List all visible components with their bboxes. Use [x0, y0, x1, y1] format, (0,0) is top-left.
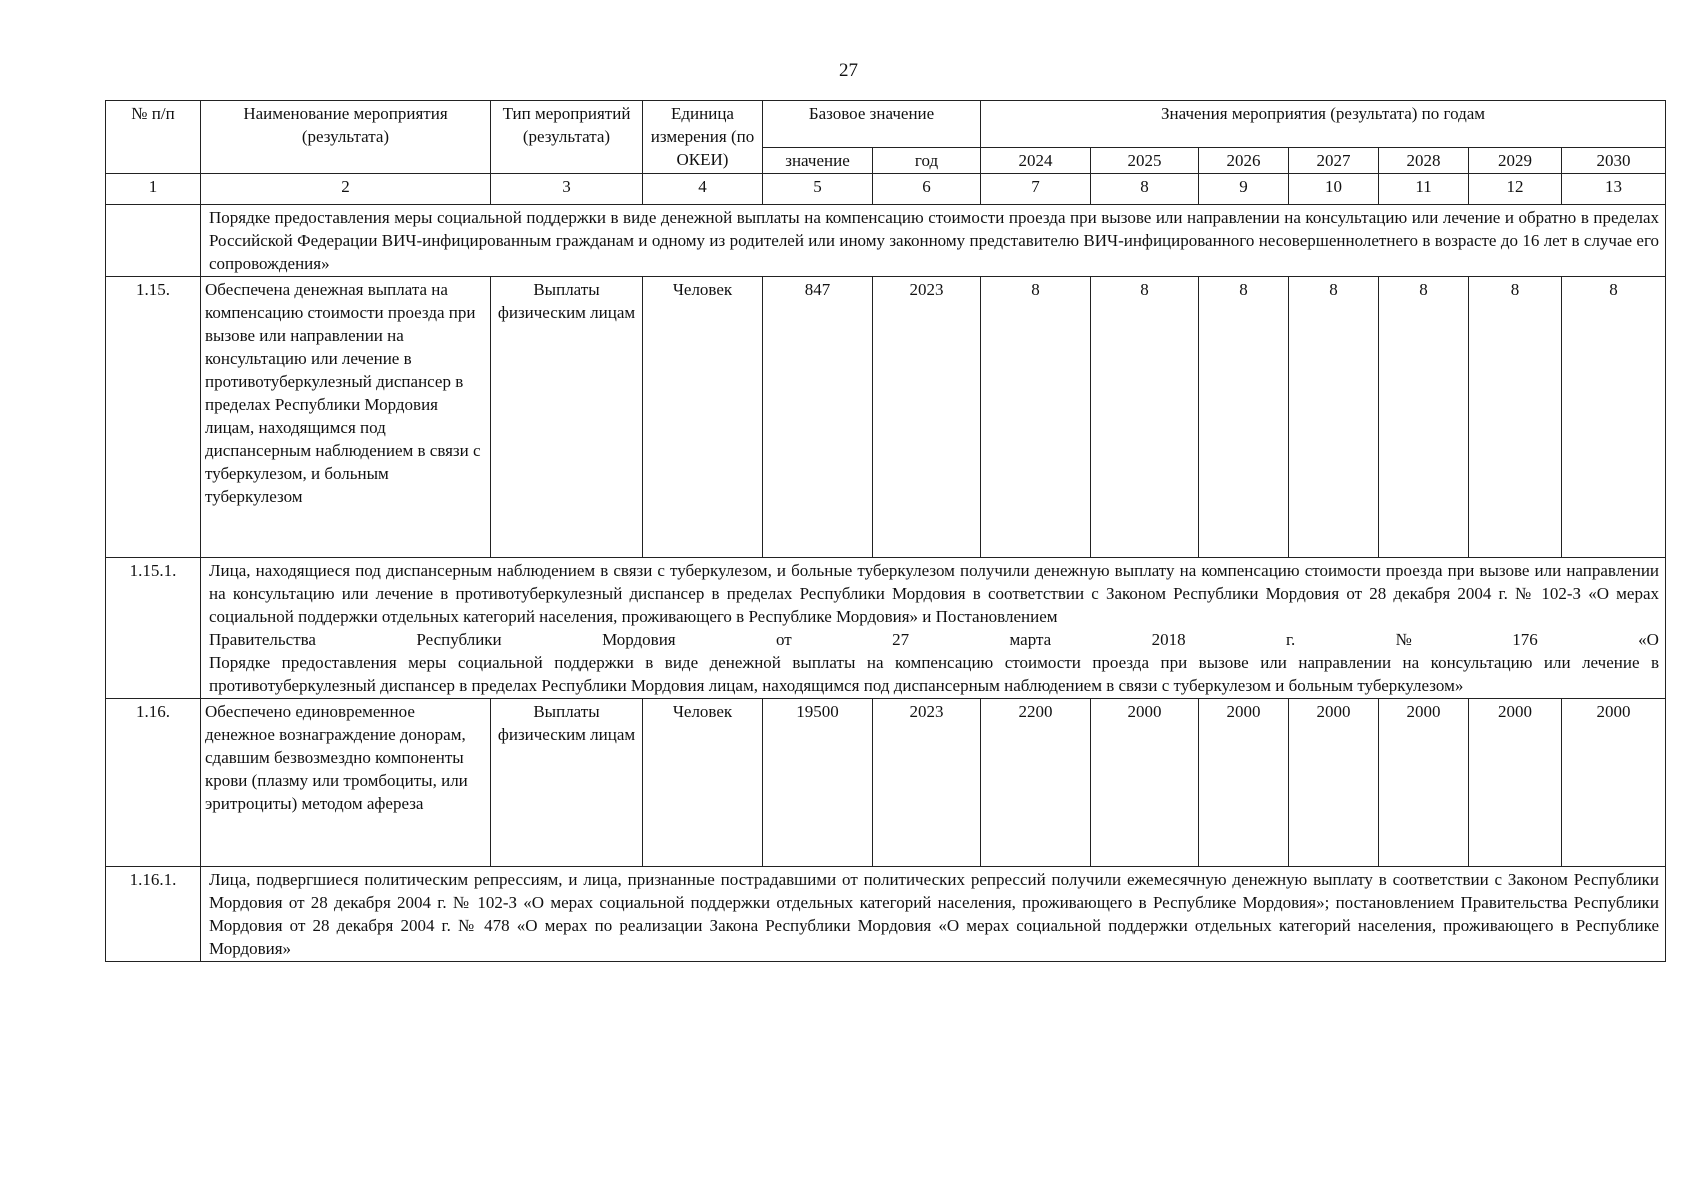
- row-name: Обеспечена денежная выплата на компенсацию стоимости проезда при вызове или направлении на консультацию или лечение в противотуберкулезный диспансер в пределах Республики Мордовия лицам, находящимся под диспансерным наблюдением в связи с туберкулезом, и больным туберкулезом: [201, 277, 491, 558]
- note-text-spread-line: [209, 628, 1659, 651]
- header-base-year: год: [873, 148, 981, 174]
- table-row-1-16: [106, 699, 1666, 867]
- row-base-value: 847: [763, 277, 873, 558]
- note-text-part-b: Порядке предоставления меры социальной поддержки в виде денежной выплаты на компенсацию стоимости проезда при вызове или направлении на консультацию или лечение в противотуберкулезный диспансер в пределах Республики Мордовия лицам, находящимся под диспансерным наблюдением в связи с туберкулезом и больным туберкулезом»: [209, 653, 1660, 695]
- note-word: от: [776, 630, 792, 649]
- row-year-value: 2200: [981, 699, 1091, 867]
- row-year-value: 2000: [1469, 699, 1562, 867]
- row-base-year: 2023: [873, 699, 981, 867]
- column-number: 2: [201, 174, 491, 205]
- header-type: Тип мероприятий (результата): [491, 101, 643, 174]
- row-type: Выплаты физическим лицам: [491, 699, 643, 867]
- results-table: [105, 100, 1666, 962]
- row-base-year: 2023: [873, 277, 981, 558]
- note-row-1-15-1: [106, 558, 1666, 699]
- header-year: 2028: [1379, 148, 1469, 174]
- note-word: №: [1395, 630, 1412, 649]
- page-number: 27: [839, 60, 858, 81]
- continuation-row: [106, 205, 1666, 277]
- header-no: № п/п: [106, 101, 201, 174]
- header-year: 2026: [1199, 148, 1289, 174]
- note-number: 1.15.1.: [106, 558, 201, 699]
- header-unit: Единица измерения (по ОКЕИ): [643, 101, 763, 174]
- header-years-title: Значения мероприятия (результата) по годам: [981, 101, 1666, 148]
- continuation-no-cell: [106, 205, 201, 277]
- column-number: 5: [763, 174, 873, 205]
- header-base: Базовое значение: [763, 101, 981, 148]
- column-number: 8: [1091, 174, 1199, 205]
- column-number: 4: [643, 174, 763, 205]
- row-year-value: 8: [1199, 277, 1289, 558]
- column-number-row: [106, 174, 1666, 205]
- column-number: 11: [1379, 174, 1469, 205]
- row-number: 1.15.: [106, 277, 201, 558]
- note-number: 1.16.1.: [106, 867, 201, 962]
- column-number: 6: [873, 174, 981, 205]
- header-base-value: значение: [763, 148, 873, 174]
- note-text: Лица, подвергшиеся политическим репрессиям, и лица, признанные пострадавшими от политических репрессий получили ежемесячную денежную выплату в соответствии с Законом Республики Мордовия от 28 декабря 2004 г. № 102-З «О мерах социальной поддержки отдельных категорий населения, проживающего в Республике Мордовия»; постановлением Правительства Республики Мордовия от 28 декабря 2004 г. № 478 «О мерах по реализации Закона Республики Мордовия «О мерах социальной поддержки отдельных категорий населения, проживающего в Республике Мордовия»: [201, 867, 1666, 962]
- row-year-value: 2000: [1091, 699, 1199, 867]
- row-year-value: 8: [981, 277, 1091, 558]
- column-number: 13: [1562, 174, 1666, 205]
- note-word: Республики: [416, 630, 502, 649]
- table-row-1-15: [106, 277, 1666, 558]
- row-year-value: 8: [1562, 277, 1666, 558]
- row-base-value: 19500: [763, 699, 873, 867]
- header-year: 2025: [1091, 148, 1199, 174]
- header-year: 2029: [1469, 148, 1562, 174]
- note-word: Правительства: [209, 630, 316, 649]
- note-word: Мордовия: [602, 630, 676, 649]
- column-number: 7: [981, 174, 1091, 205]
- row-name: Обеспечено единовременное денежное вознаграждение донорам, сдавшим безвозмездно компоненты крови (плазму или тромбоциты, или эритроциты) методом афереза: [201, 699, 491, 867]
- row-year-value: 2000: [1379, 699, 1469, 867]
- header-year: 2024: [981, 148, 1091, 174]
- row-unit: Человек: [643, 277, 763, 558]
- row-number: 1.16.: [106, 699, 201, 867]
- row-year-value: 8: [1469, 277, 1562, 558]
- note-text-part-a: Лица, находящиеся под диспансерным наблюдением в связи с туберкулезом, и больные туберкулезом получили денежную выплату на компенсацию стоимости проезда при вызове или направлении на консультацию или лечение в противотуберкулезный диспансер в пределах Республики Мордовия в соответствии с Законом Республики Мордовия от 28 декабря 2004 г. № 102-З «О мерах социальной поддержки отдельных категорий населения, проживающего в Республике Мордовия» и Постановлением: [209, 561, 1660, 626]
- continuation-text: Порядке предоставления меры социальной поддержки в виде денежной выплаты на компенсацию стоимости проезда при вызове или направлении на консультацию или лечение и обратно в пределах Российской Федерации ВИЧ-инфицированным гражданам и одному из родителей или иному законному представителю ВИЧ-инфицированного несовершеннолетнего в возрасте до 16 лет в случае его сопровождения»: [201, 205, 1666, 277]
- column-number: 10: [1289, 174, 1379, 205]
- column-number: 9: [1199, 174, 1289, 205]
- note-row-1-16-1: [106, 867, 1666, 962]
- row-unit: Человек: [643, 699, 763, 867]
- note-word: 176: [1512, 630, 1538, 649]
- column-number: 1: [106, 174, 201, 205]
- note-word: г.: [1285, 630, 1296, 649]
- row-year-value: 2000: [1562, 699, 1666, 867]
- row-year-value: 8: [1289, 277, 1379, 558]
- header-year: 2030: [1562, 148, 1666, 174]
- note-word: 27: [892, 630, 910, 649]
- header-name: Наименование мероприятия (результата): [201, 101, 491, 174]
- column-number: 12: [1469, 174, 1562, 205]
- row-year-value: 2000: [1199, 699, 1289, 867]
- note-word: 2018: [1151, 630, 1186, 649]
- note-word: марта: [1009, 630, 1052, 649]
- note-word: «О: [1638, 630, 1659, 649]
- row-type: Выплаты физическим лицам: [491, 277, 643, 558]
- note-text: [201, 558, 1666, 699]
- row-year-value: 8: [1091, 277, 1199, 558]
- header-year: 2027: [1289, 148, 1379, 174]
- row-year-value: 2000: [1289, 699, 1379, 867]
- column-number: 3: [491, 174, 643, 205]
- header-row-1: [106, 101, 1666, 148]
- row-year-value: 8: [1379, 277, 1469, 558]
